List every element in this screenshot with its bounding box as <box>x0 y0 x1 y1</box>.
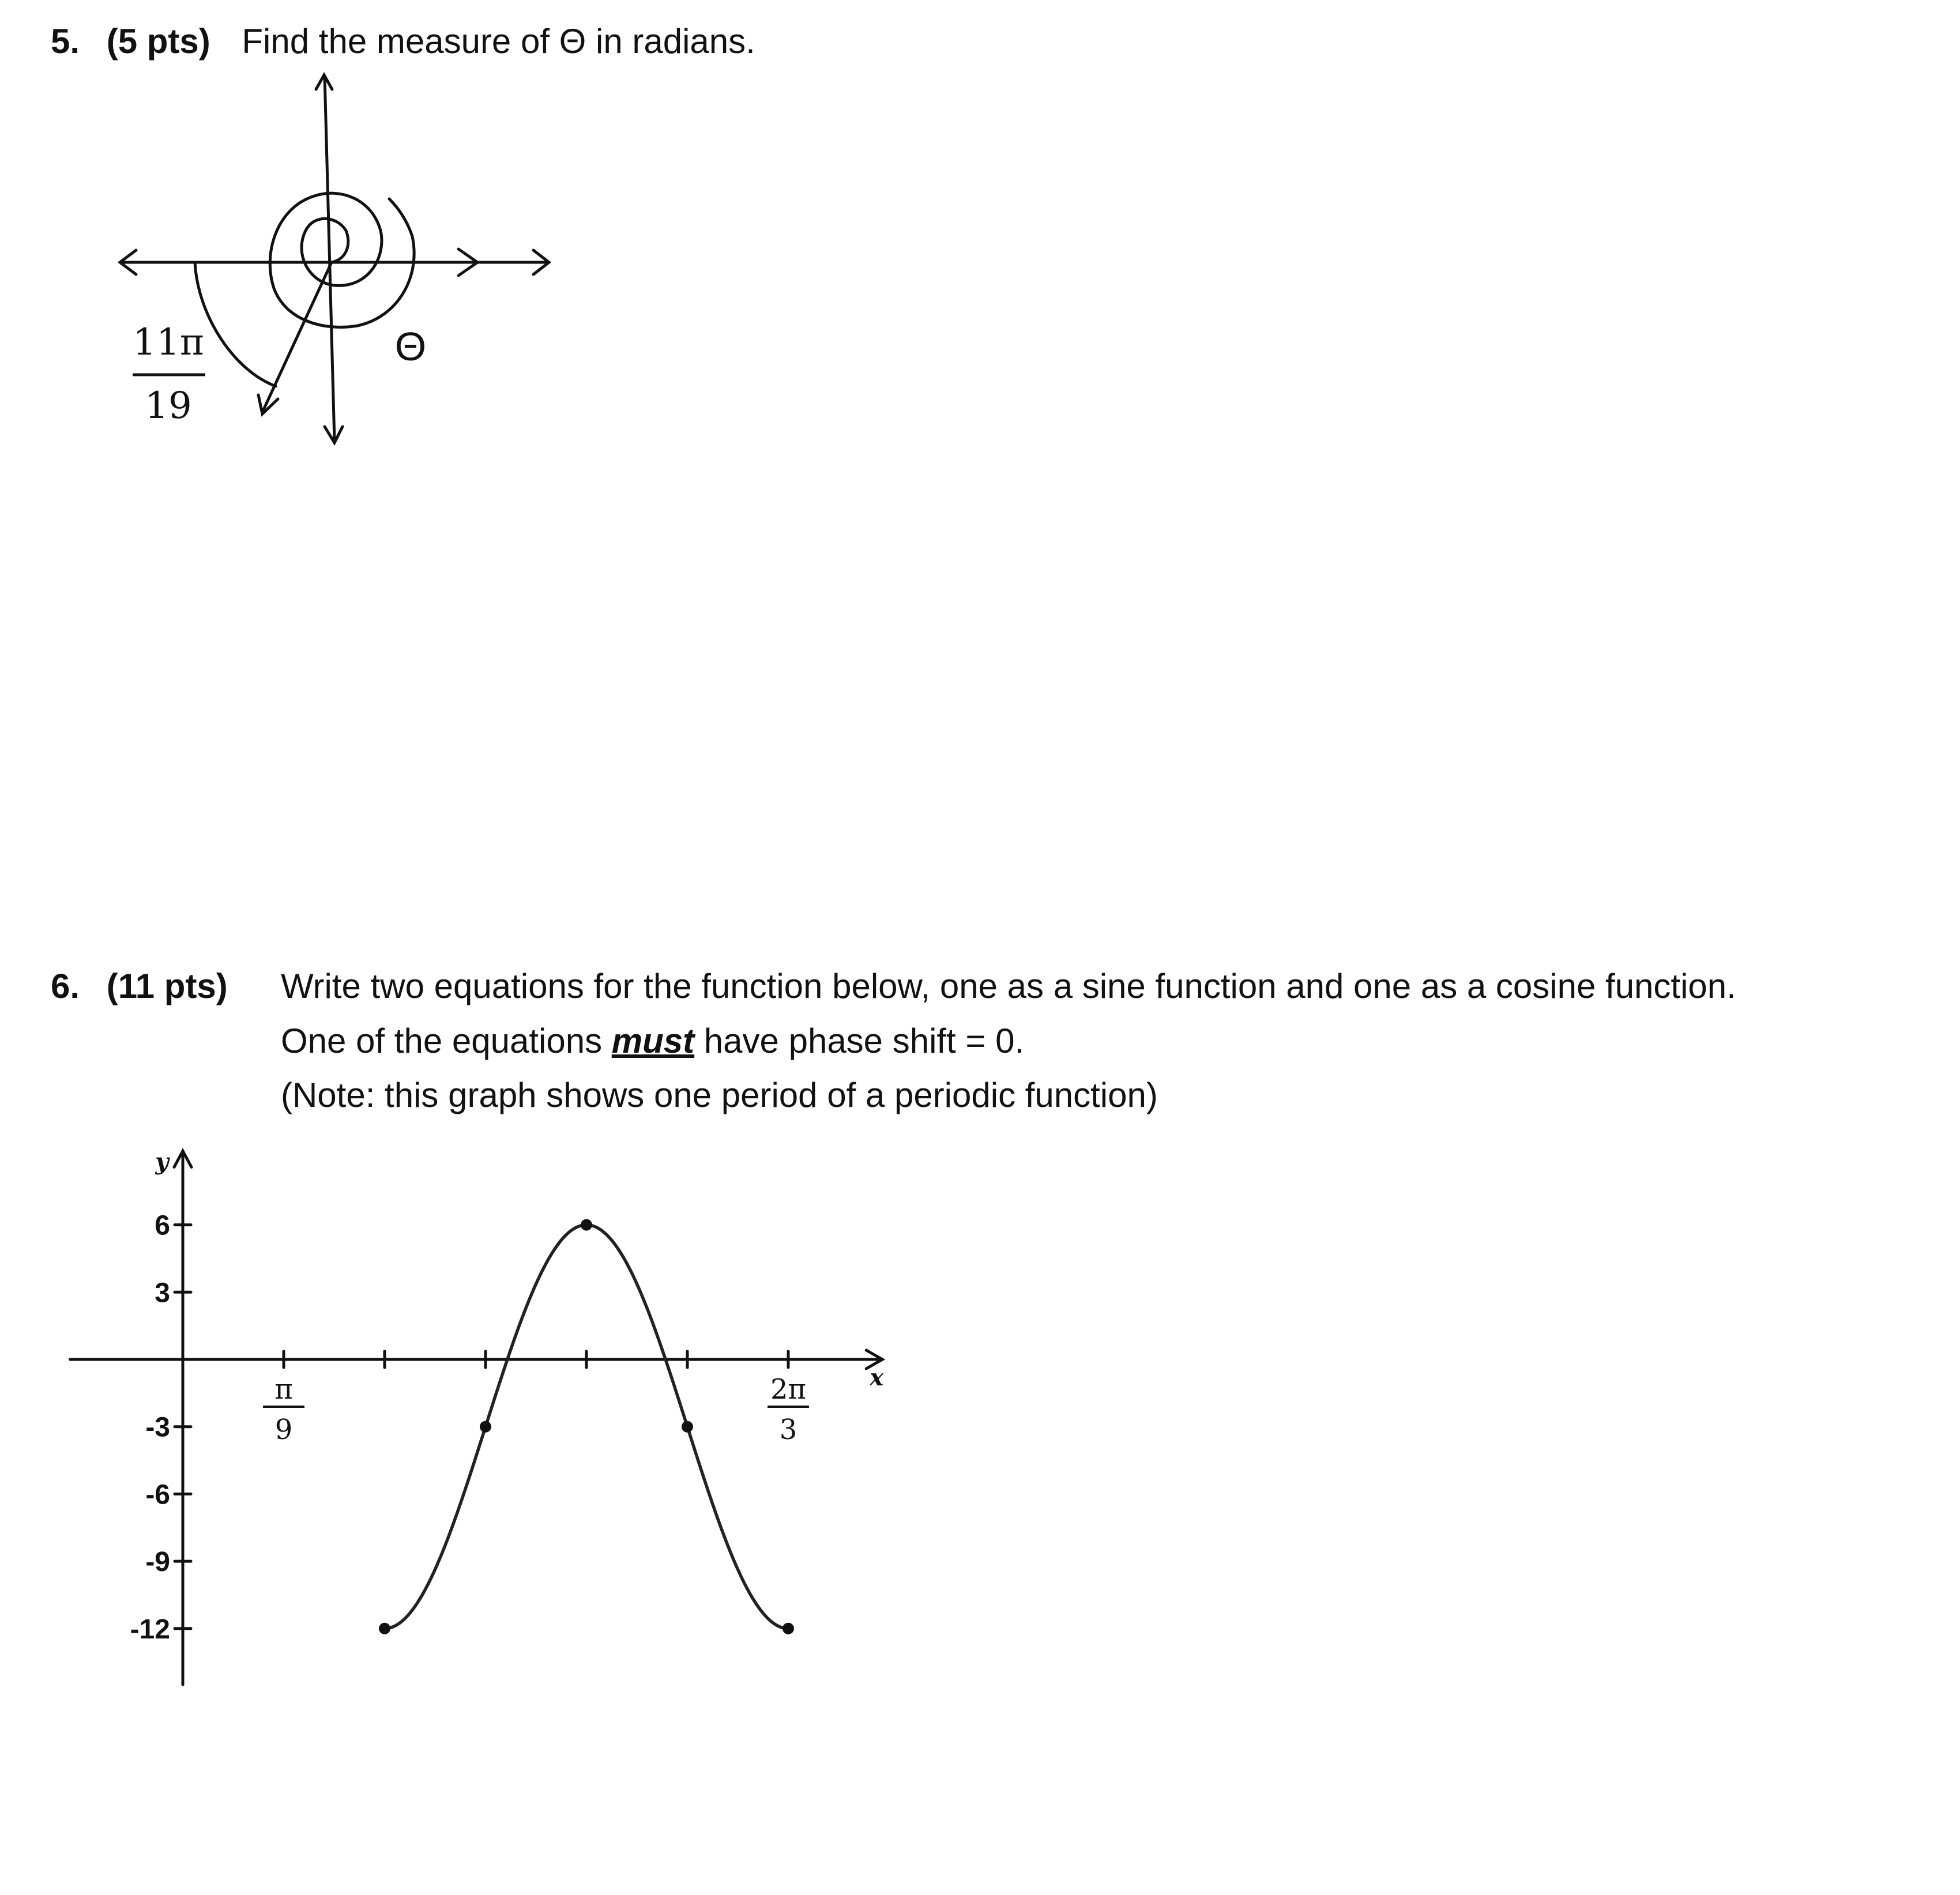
function-curve <box>385 1225 788 1629</box>
x-tick-label-denominator-1: 3 <box>779 1414 797 1446</box>
q6-graph <box>0 0 980 1730</box>
q5-prompt: Find the measure of Θ in radians. <box>242 22 755 61</box>
y-tick-label-1: 3 <box>155 1278 170 1309</box>
q5-number: 5. <box>51 22 80 61</box>
q6-line3: (Note: this graph shows one period of a periodic function) <box>281 1076 1158 1114</box>
y-tick-label-0: 6 <box>155 1210 170 1241</box>
x-axis-label: x <box>870 1364 884 1391</box>
y-tick-label-2: -3 <box>145 1412 170 1443</box>
y-tick-label-4: -9 <box>145 1547 170 1578</box>
key-point-0 <box>379 1623 390 1634</box>
q6-line1: Write two equations for the function below, one as a sine function and one as a cosine function. <box>281 967 1736 1005</box>
q5-angle-numerator: 11π <box>133 321 204 364</box>
y-tick-label-3: -6 <box>145 1479 170 1510</box>
key-point-4 <box>783 1623 794 1634</box>
key-point-3 <box>682 1421 693 1433</box>
x-tick-label-numerator-0: π <box>274 1373 293 1406</box>
q6-line2-pre: One of the equations <box>281 1022 603 1060</box>
key-point-1 <box>480 1421 491 1433</box>
y-tick-label-5: -12 <box>130 1614 170 1645</box>
y-axis-label: y <box>155 1148 169 1176</box>
x-tick-label-denominator-0: 9 <box>274 1414 293 1446</box>
key-point-2 <box>581 1219 592 1231</box>
q5-points: (5 pts) <box>106 22 210 61</box>
q6-number: 6. <box>51 967 80 1005</box>
q6-line2-post: have phase shift = 0. <box>704 1022 1025 1060</box>
q6-line2-emphasis: must <box>611 1022 695 1060</box>
q5-theta-label: Θ <box>394 324 427 369</box>
x-tick-label-numerator-1: 2π <box>770 1373 807 1406</box>
q6-points: (11 pts) <box>106 967 228 1005</box>
q5-angle-denominator: 19 <box>145 385 192 427</box>
